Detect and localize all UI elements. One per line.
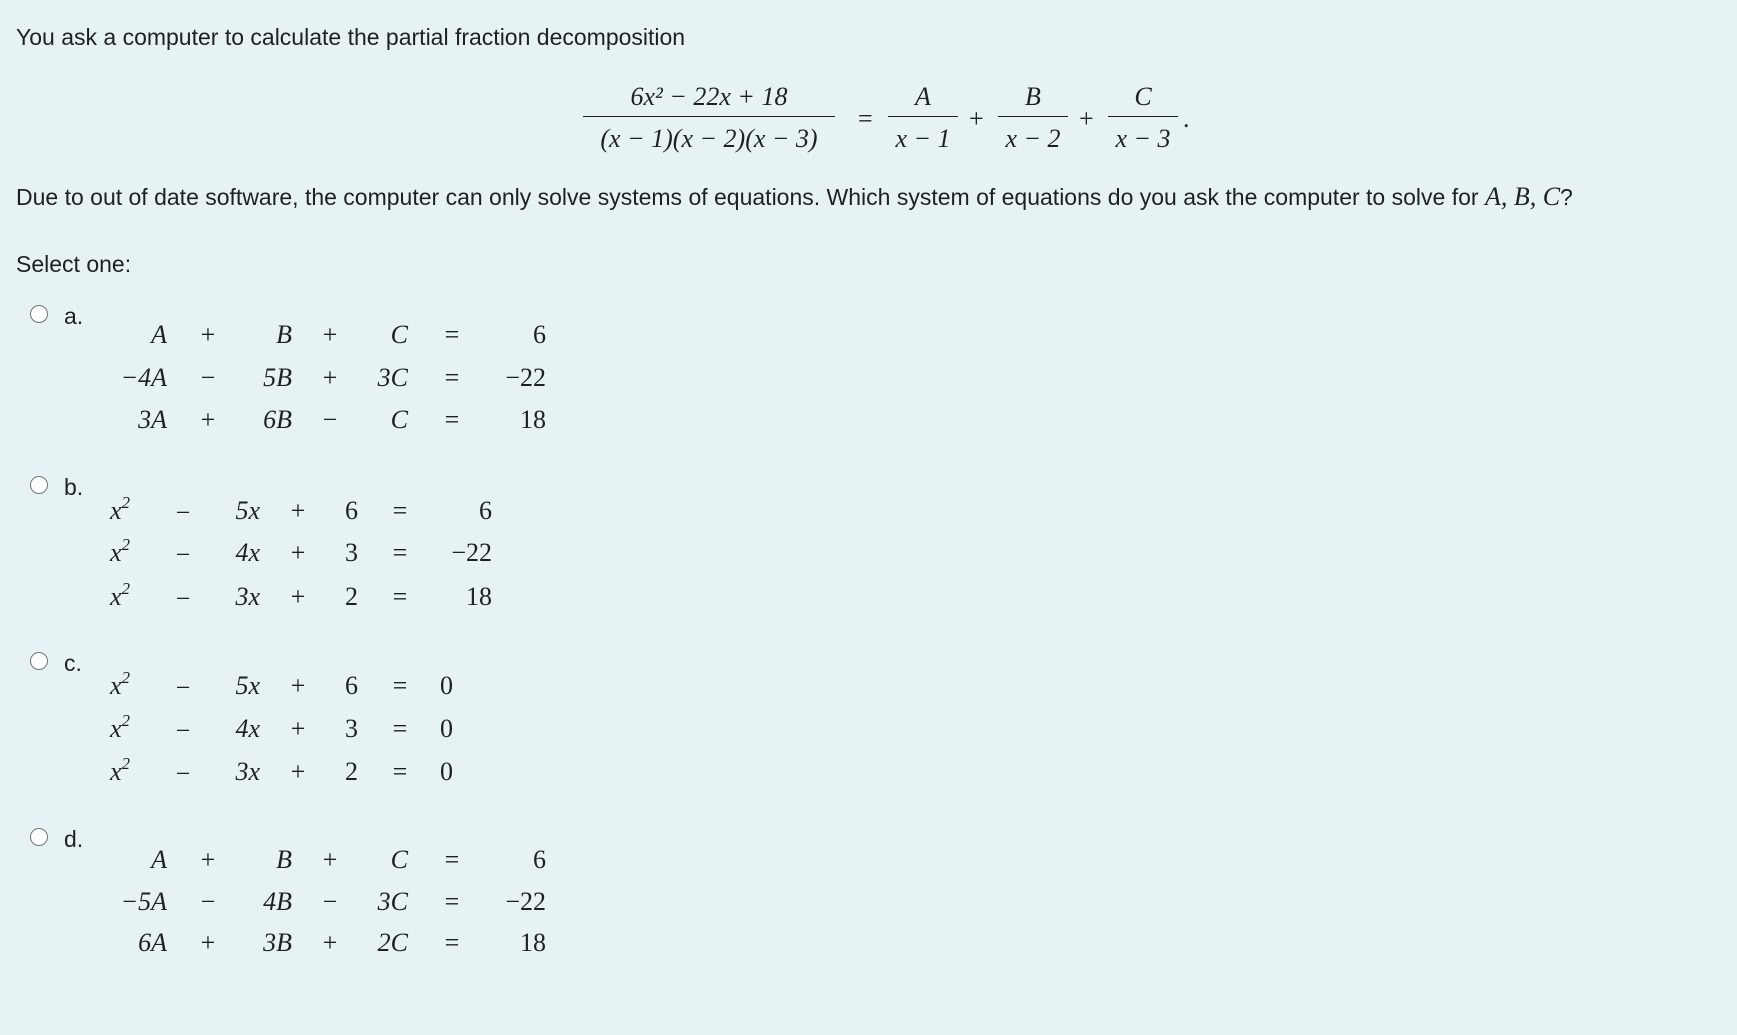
eq-exponent: 2: [121, 668, 131, 687]
eq-term: 6B: [263, 405, 292, 434]
plus-sign: +: [1079, 104, 1094, 133]
eq-equals: =: [392, 757, 408, 786]
eq-equals: =: [444, 363, 460, 392]
eq-op: +: [322, 928, 338, 957]
eq-op: +: [322, 320, 338, 349]
eq-term: 2C: [377, 928, 408, 957]
question-body-text: Due to out of date software, the computer can only solve systems of equations. Which system of equations do you ask the computer to solve for: [16, 184, 1479, 210]
eq-term: B: [276, 320, 292, 349]
question-variables: A, B, C: [1484, 182, 1561, 211]
eq-rhs: 6: [479, 496, 492, 525]
option-c-letter: c.: [64, 650, 82, 676]
eq-term: C: [390, 405, 408, 434]
eq-op: −: [322, 887, 338, 916]
eq-term: A: [151, 320, 167, 349]
eq-op: −: [322, 405, 338, 434]
eq-equals: =: [444, 845, 460, 874]
option-a-radio[interactable]: [30, 305, 48, 323]
eq-rhs: −22: [505, 887, 546, 916]
eq-term: 3: [345, 714, 358, 743]
eq-term: [110, 668, 150, 704]
eq-op: +: [290, 538, 306, 567]
eq-term: −5A: [120, 887, 167, 916]
option-b-letter: b.: [64, 474, 84, 500]
eq-rhs: 6: [533, 320, 546, 349]
eq-term: 6A: [138, 928, 167, 957]
lhs-numerator: 6x² − 22x + 18: [630, 82, 788, 111]
option-b-radio[interactable]: [30, 476, 48, 494]
eq-term: 3C: [377, 887, 408, 916]
eq-equals: =: [392, 582, 408, 611]
eq-op: +: [290, 714, 306, 743]
term-b-numerator: B: [1025, 82, 1041, 111]
eq-equals: =: [392, 496, 408, 525]
period: .: [1183, 104, 1190, 133]
eq-term: C: [390, 845, 408, 874]
term-b-fraction: [998, 78, 1068, 160]
eq-op: +: [290, 496, 306, 525]
eq-base: x: [110, 671, 122, 700]
eq-equals: =: [444, 320, 460, 349]
eq-equals: =: [444, 928, 460, 957]
eq-base: x: [110, 538, 122, 567]
eq-term: 2: [345, 582, 358, 611]
eq-exponent: 2: [121, 535, 131, 554]
eq-term: 6: [345, 496, 358, 525]
eq-term: A: [151, 845, 167, 874]
eq-term: 3: [345, 538, 358, 567]
term-a-fraction: [888, 78, 958, 160]
eq-op: +: [322, 363, 338, 392]
eq-term: C: [390, 320, 408, 349]
eq-term: [110, 493, 150, 529]
eq-base: x: [110, 714, 122, 743]
eq-term: 5x: [235, 671, 260, 700]
term-c-numerator: C: [1134, 82, 1152, 111]
eq-term: 6: [345, 671, 358, 700]
eq-equals: =: [392, 671, 408, 700]
eq-exponent: 2: [121, 579, 131, 598]
eq-exponent: 2: [121, 754, 131, 773]
eq-op: +: [290, 671, 306, 700]
eq-op: +: [200, 845, 216, 874]
eq-rhs: 0: [440, 714, 453, 743]
eq-rhs: 0: [440, 671, 453, 700]
eq-base: x: [110, 582, 122, 611]
eq-op: −: [200, 887, 216, 916]
eq-op: −: [175, 759, 191, 788]
equals-sign: =: [858, 104, 873, 133]
option-a-letter: a.: [64, 303, 84, 329]
lhs-fraction: [583, 78, 835, 160]
eq-op: −: [175, 584, 191, 613]
term-b-denominator: x − 2: [1005, 124, 1061, 153]
eq-rhs: 6: [533, 845, 546, 874]
eq-term: 5B: [263, 363, 292, 392]
lhs-denominator: (x − 1)(x − 2)(x − 3): [600, 124, 818, 153]
eq-equals: =: [444, 405, 460, 434]
eq-term: 3C: [377, 363, 408, 392]
eq-term: 4x: [235, 714, 260, 743]
eq-op: −: [175, 673, 191, 702]
eq-op: −: [200, 363, 216, 392]
term-a-numerator: A: [915, 82, 931, 111]
eq-term: [110, 711, 150, 747]
question-intro: You ask a computer to calculate the partial fraction decomposition: [16, 24, 686, 50]
question-mark: ?: [1560, 184, 1573, 210]
eq-rhs: 18: [520, 405, 546, 434]
eq-term: 4B: [263, 887, 292, 916]
eq-rhs: 18: [520, 928, 546, 957]
eq-exponent: 2: [121, 493, 131, 512]
eq-term: 4x: [235, 538, 260, 567]
eq-equals: =: [392, 538, 408, 567]
eq-op: −: [175, 540, 191, 569]
eq-term: B: [276, 845, 292, 874]
term-a-denominator: x − 1: [895, 124, 951, 153]
eq-rhs: 0: [440, 757, 453, 786]
eq-term: 3B: [263, 928, 292, 957]
term-c-fraction: [1108, 78, 1178, 160]
option-c-radio[interactable]: [30, 652, 48, 670]
eq-op: −: [175, 716, 191, 745]
eq-base: x: [110, 496, 122, 525]
plus-sign: +: [969, 104, 984, 133]
eq-term: [110, 535, 150, 571]
eq-op: +: [200, 928, 216, 957]
eq-exponent: 2: [121, 711, 131, 730]
eq-term: −4A: [120, 363, 167, 392]
eq-op: +: [200, 320, 216, 349]
question-body: [16, 182, 1573, 212]
option-d-radio[interactable]: [30, 828, 48, 846]
term-c-denominator: x − 3: [1115, 124, 1171, 153]
eq-term: 2: [345, 757, 358, 786]
option-d-letter: d.: [64, 826, 84, 852]
eq-op: +: [200, 405, 216, 434]
eq-equals: =: [392, 714, 408, 743]
eq-op: +: [290, 757, 306, 786]
eq-op: +: [290, 582, 306, 611]
eq-equals: =: [444, 887, 460, 916]
eq-rhs: −22: [505, 363, 546, 392]
eq-op: −: [175, 498, 191, 527]
eq-term: 3x: [235, 757, 260, 786]
eq-term: 3x: [235, 582, 260, 611]
select-one-label: Select one:: [16, 251, 132, 277]
eq-term: [110, 579, 150, 615]
eq-term: 3A: [138, 405, 167, 434]
eq-rhs: 18: [466, 582, 492, 611]
eq-term: [110, 754, 150, 790]
eq-base: x: [110, 757, 122, 786]
eq-op: +: [322, 845, 338, 874]
eq-rhs: −22: [451, 538, 492, 567]
eq-term: 5x: [235, 496, 260, 525]
